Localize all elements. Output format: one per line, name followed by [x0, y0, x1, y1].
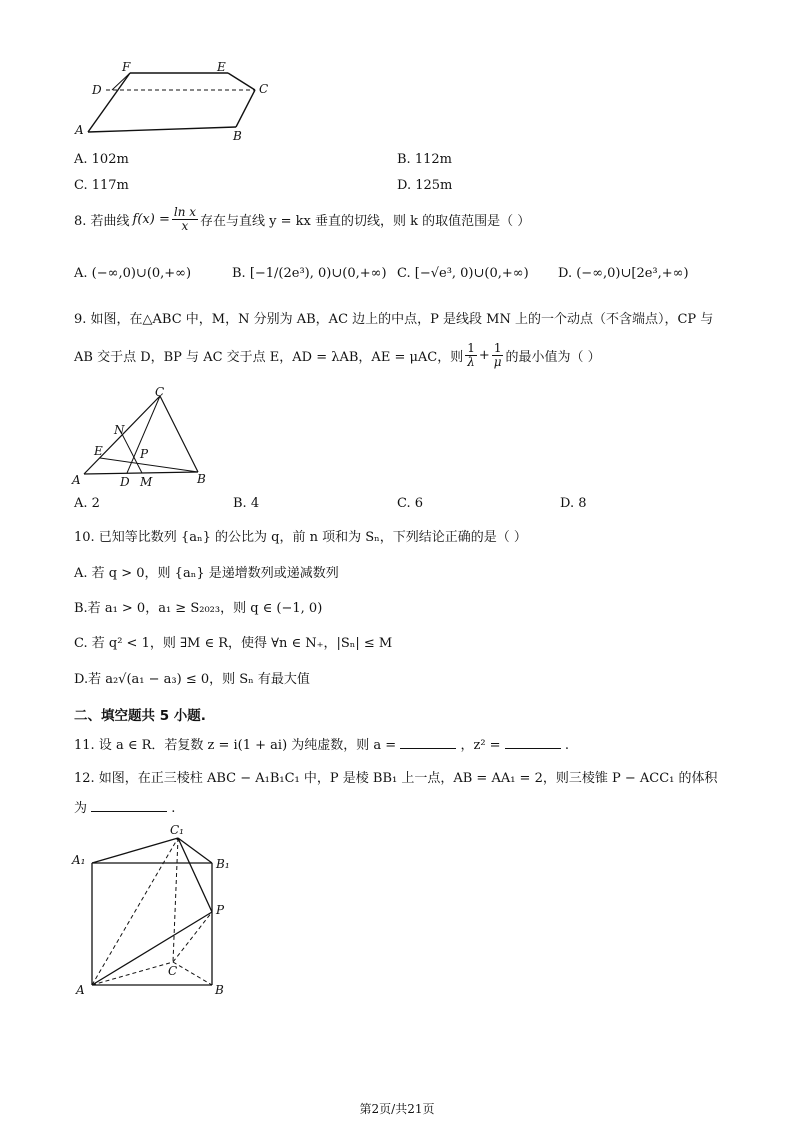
q7-option-d: D. 125m [397, 178, 453, 193]
q8-option-d: D. (−∞,0)∪[2e³,+∞) [558, 266, 689, 281]
q9-frac2-num: 1 [493, 341, 502, 355]
q7-trapezoid-figure [70, 60, 280, 145]
q9-label-M: M [140, 475, 153, 489]
q11 [74, 734, 569, 753]
q8-option-c: C. [−√e³, 0)∪(0,+∞) [397, 266, 529, 281]
q7-label-A: A [75, 123, 84, 137]
page-number: 第2页/共21页 [359, 1102, 435, 1116]
q7-option-c: C. 117m [74, 178, 129, 193]
q9-label-P: P [140, 447, 149, 461]
q8-frac-den: x [181, 219, 189, 234]
q12-label-A1: A₁ [72, 853, 86, 867]
q7-option-b: B. 112m [397, 152, 452, 167]
q9-line2b: 的最小值为（ ） [505, 350, 601, 366]
q7-label-C: C [259, 82, 269, 96]
q9-line2 [74, 342, 601, 369]
q10-option-b: B.若 a₁ > 0，a₁ ≥ S₂₀₂₃，则 q ∈ (−1, 0) [74, 601, 323, 616]
q9-triangle-figure [70, 386, 220, 491]
q9-option-c: C. 6 [397, 496, 424, 511]
q9-label-N: N [114, 423, 125, 437]
q10-option-a: A. 若 q > 0，则 {aₙ} 是递增数列或递减数列 [74, 566, 339, 581]
q12-end: . [171, 801, 176, 816]
q8-option-a: A. (−∞,0)∪(0,+∞) [74, 266, 192, 281]
q7-label-D: D [92, 83, 102, 97]
q10-option-c: C. 若 q² < 1，则 ∃M ∈ R，使得 ∀n ∈ N₊，|Sₙ| ≤ M [74, 636, 393, 651]
q9-line2a: AB 交于点 D，BP 与 AC 交于点 E，AD = λAB，AE = μAC，则 [74, 350, 464, 366]
q12-prism-figure [68, 822, 238, 1000]
q8-suffix: 存在与直线 y = kx 垂直的切线，则 k 的取值范围是（ ） [200, 214, 531, 230]
q11-blank-a[interactable] [400, 736, 456, 749]
q12-label-P: P [216, 903, 225, 917]
q9-frac-lambda [465, 342, 477, 369]
q9-frac1-num: 1 [467, 341, 475, 355]
q7-label-B: B [233, 129, 242, 143]
q12-blank-volume[interactable] [91, 799, 167, 812]
q12-label-B1: B₁ [216, 857, 230, 871]
q11-end: . [564, 738, 569, 753]
q11-blank-z2[interactable] [505, 736, 561, 749]
q9-label-C: C [155, 386, 165, 399]
q9-plus: + [478, 348, 490, 364]
q8-fraction [172, 206, 198, 233]
q7-label-F: F [122, 60, 131, 74]
q9-label-B: B [197, 472, 206, 486]
q12-line2 [74, 797, 175, 816]
q9-frac-mu [492, 342, 504, 369]
q9-option-a: A. 2 [74, 496, 100, 511]
q11-mid: ，z² = [460, 738, 501, 753]
q12-label-B: B [215, 983, 224, 997]
q8-frac-num: ln x [173, 205, 197, 219]
q11-text: 11. 设 a ∈ R．若复数 z = i(1 + ai) 为纯虚数，则 a = [74, 738, 397, 753]
q8-option-b: B. [−1/(2e³), 0)∪(0,+∞) [232, 266, 387, 281]
section-heading: 二、填空题共 5 小题. [74, 708, 206, 724]
q9-frac1-den: λ [467, 355, 475, 370]
q10-option-d: D.若 a₂√(a₁ − a₃) ≤ 0，则 Sₙ 有最大值 [74, 672, 310, 687]
q10-stem: 10. 已知等比数列 {aₙ} 的公比为 q，前 n 项和为 Sₙ，下列结论正确的是（ ） [74, 530, 527, 545]
q8-prefix: 8. 若曲线 [74, 214, 130, 230]
q7-option-a: A. 102m [74, 152, 129, 167]
q9-label-A: A [72, 473, 81, 487]
q9-line1: 9. 如图，在△ABC 中，M，N 分别为 AB，AC 边上的中点，P 是线段 MN 上的一个动点（不含端点），CP 与 [74, 312, 714, 327]
q7-label-E: E [217, 60, 226, 74]
q12-line1: 12. 如图，在正三棱柱 ABC − A₁B₁C₁ 中，P 是棱 BB₁ 上一点，AB = AA₁ = 2，则三棱锥 P − ACC₁ 的体积 [74, 771, 718, 786]
q9-label-E: E [94, 444, 103, 458]
q9-option-b: B. 4 [233, 496, 260, 511]
q12-label-A: A [76, 983, 85, 997]
q9-option-d: D. 8 [560, 496, 587, 511]
q8-stem [74, 206, 530, 233]
q12-label-C: C [168, 964, 178, 978]
q12-line2-text: 为 [74, 801, 88, 816]
q9-frac2-den: μ [493, 355, 502, 370]
q8-func: f(x) = [132, 212, 170, 228]
q12-label-C1: C₁ [170, 823, 184, 837]
q9-label-D: D [120, 475, 130, 489]
